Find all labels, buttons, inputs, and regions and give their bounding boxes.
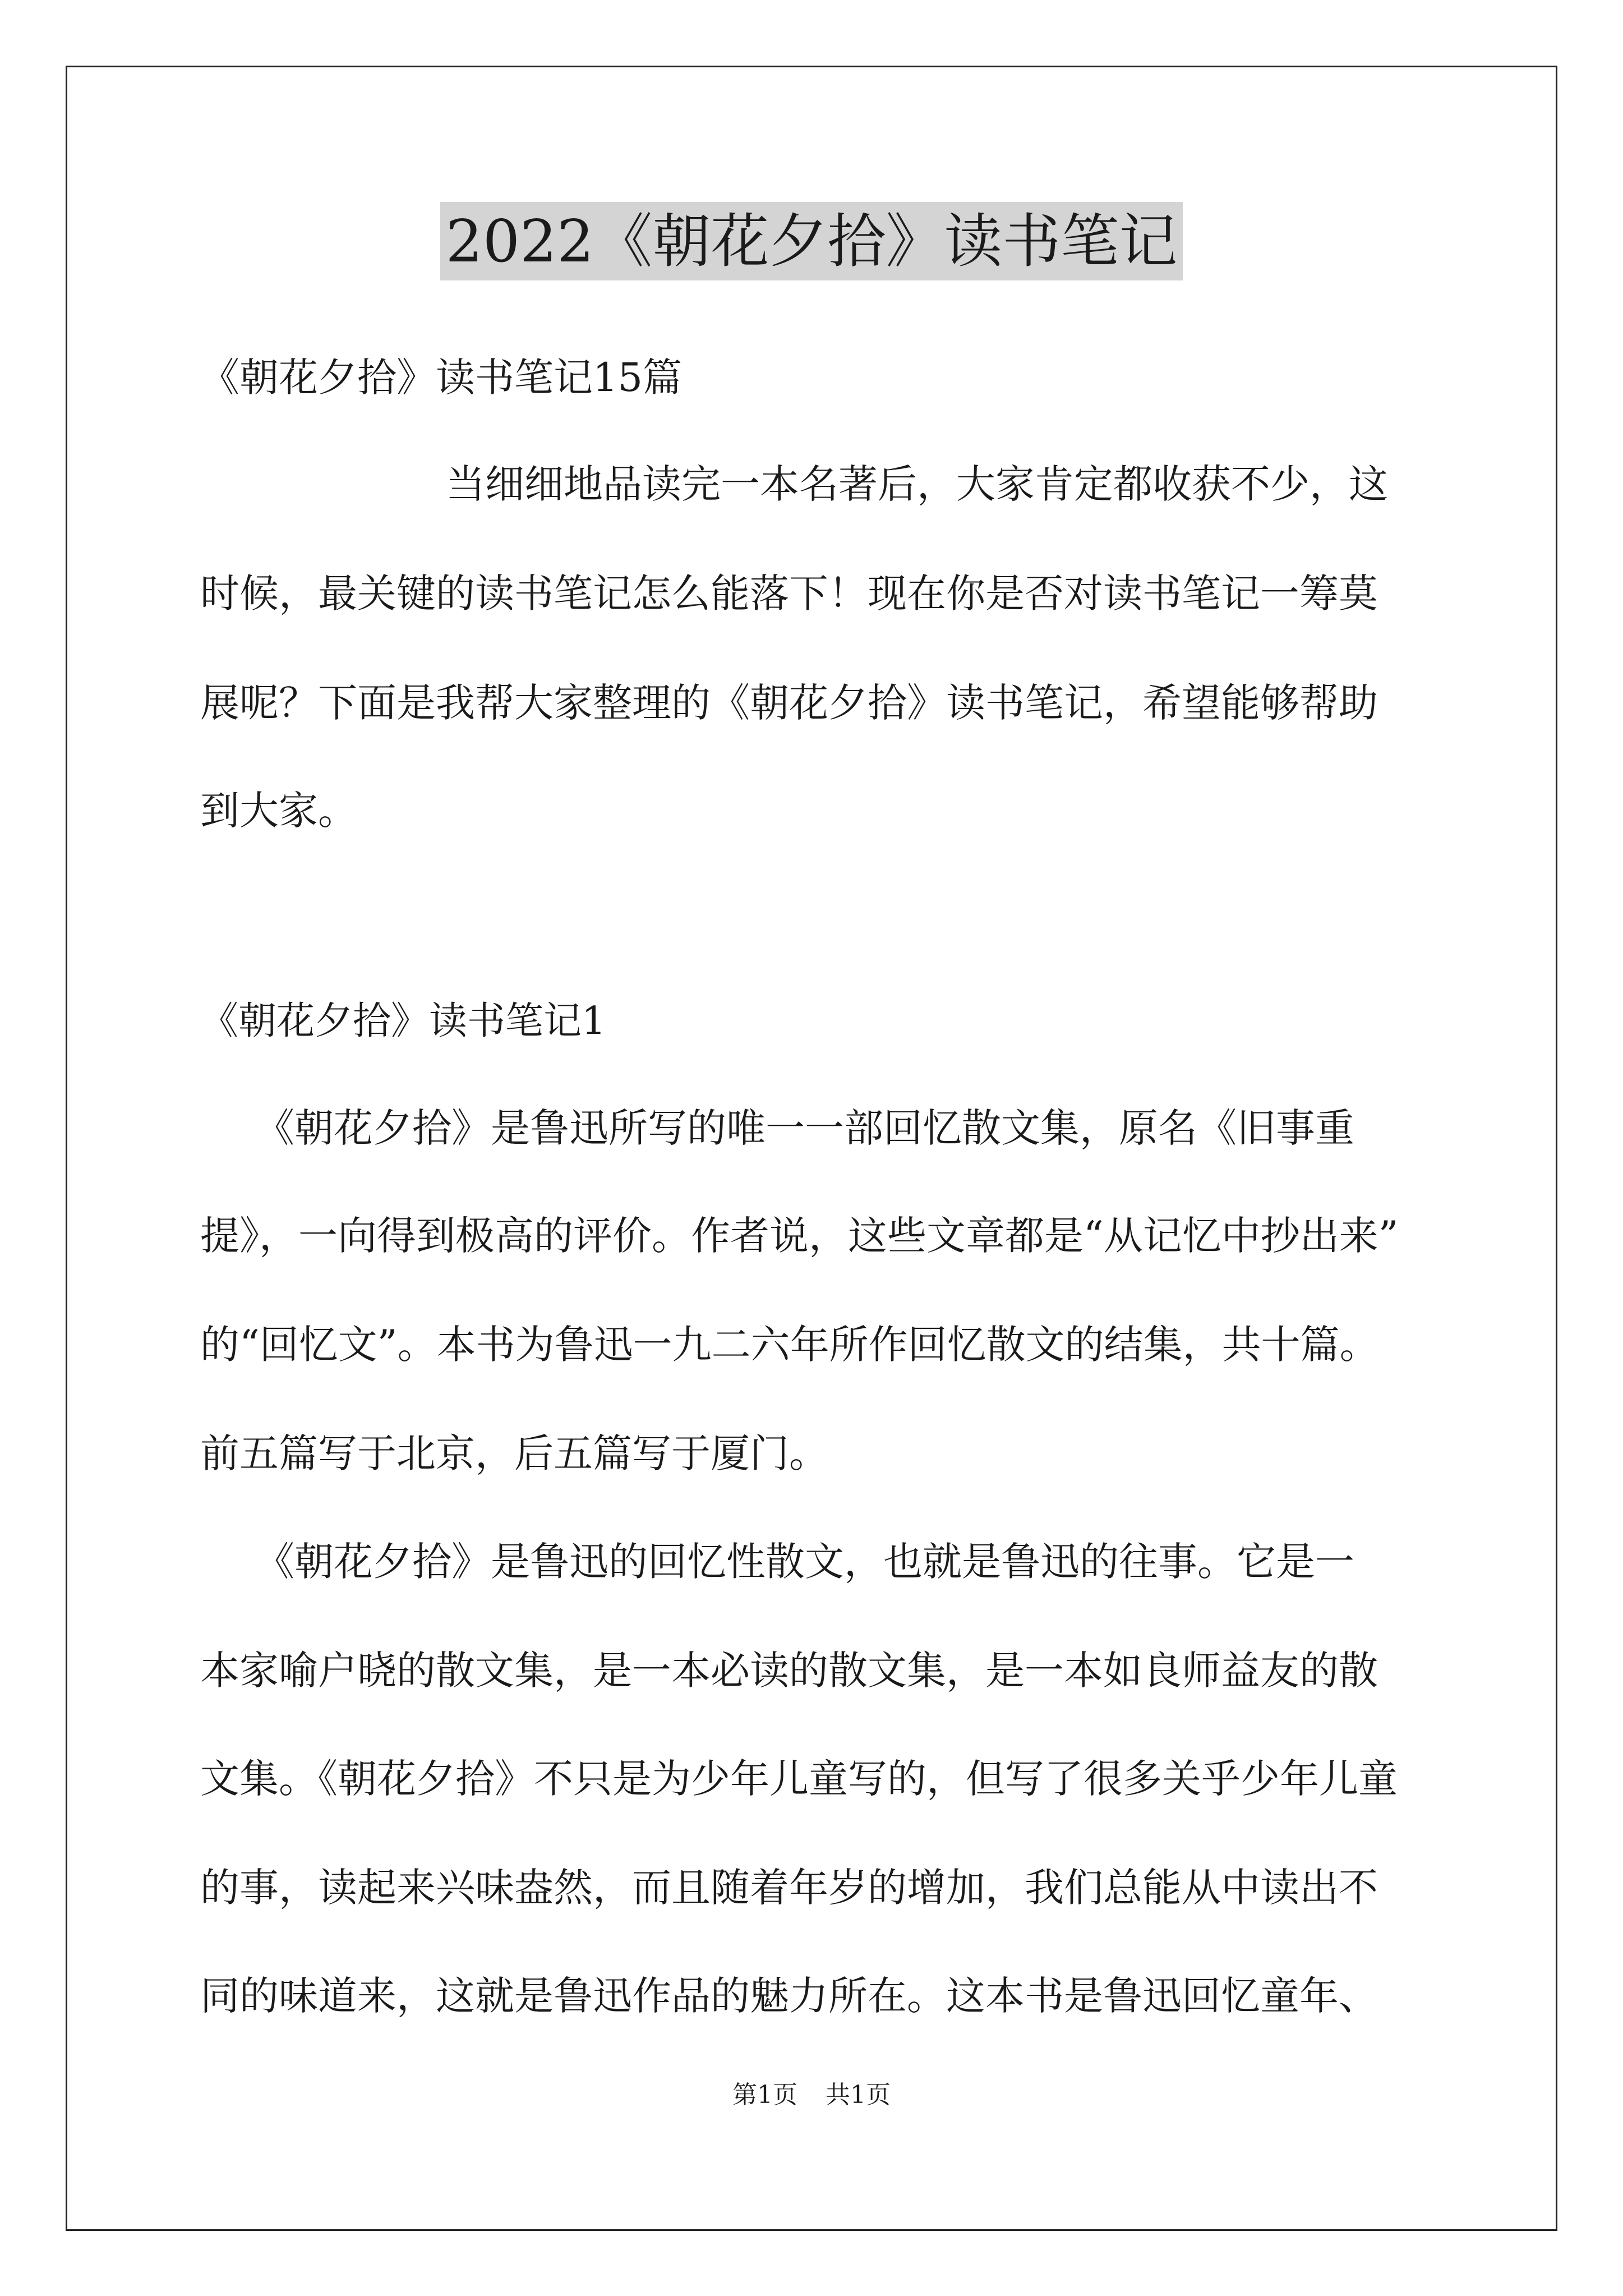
paragraph1-line-4: 前五篇写于北京，后五篇写于厦门。 — [200, 1430, 828, 1476]
title-container — [0, 202, 1623, 280]
intro-line-1: 当细细地品读完一本名著后，大家肯定都收获不少，这 — [446, 461, 1388, 507]
page-footer — [0, 2078, 1623, 2112]
paragraph2-line-3: 文集。《朝花夕拾》不只是为少年儿童写的，但写了很多关乎少年儿童 — [200, 1756, 1398, 1802]
page-number: 第1页 — [732, 2081, 797, 2109]
paragraph1-line-1: 《朝花夕拾》是鲁迅所写的唯一一部回忆散文集，原名《旧事重 — [255, 1105, 1354, 1151]
subtitle: 《朝花夕拾》读书笔记15篇 — [200, 355, 683, 401]
intro-line-2: 时候，最关键的读书笔记怎么能落下！现在你是否对读书笔记一筹莫 — [200, 570, 1378, 616]
paragraph2-line-4: 的事，读起来兴味盎然，而且随着年岁的增加，我们总能从中读出不 — [200, 1865, 1378, 1911]
intro-line-3: 展呢？下面是我帮大家整理的《朝花夕拾》读书笔记，希望能够帮助 — [200, 680, 1378, 726]
page-total: 共1页 — [826, 2081, 891, 2109]
document-title: 2022《朝花夕拾》读书笔记 — [440, 202, 1183, 280]
paragraph2-line-5: 同的味道来，这就是鲁迅作品的魅力所在。这本书是鲁迅回忆童年、 — [200, 1973, 1378, 2019]
paragraph2-line-2: 本家喻户晓的散文集，是一本必读的散文集，是一本如良师益友的散 — [200, 1648, 1378, 1694]
paragraph1-line-2: 提》，一向得到极高的评价。作者说，这些文章都是“从记忆中抄出来” — [200, 1213, 1399, 1259]
paragraph2-line-1: 《朝花夕拾》是鲁迅的回忆性散文，也就是鲁迅的往事。它是一 — [255, 1539, 1354, 1585]
paragraph1-line-3: 的“回忆文”。本书为鲁迅一九二六年所作回忆散文的结集，共十篇。 — [200, 1322, 1379, 1368]
intro-line-4: 到大家。 — [200, 788, 357, 834]
section-heading: 《朝花夕拾》读书笔记1 — [200, 999, 606, 1043]
